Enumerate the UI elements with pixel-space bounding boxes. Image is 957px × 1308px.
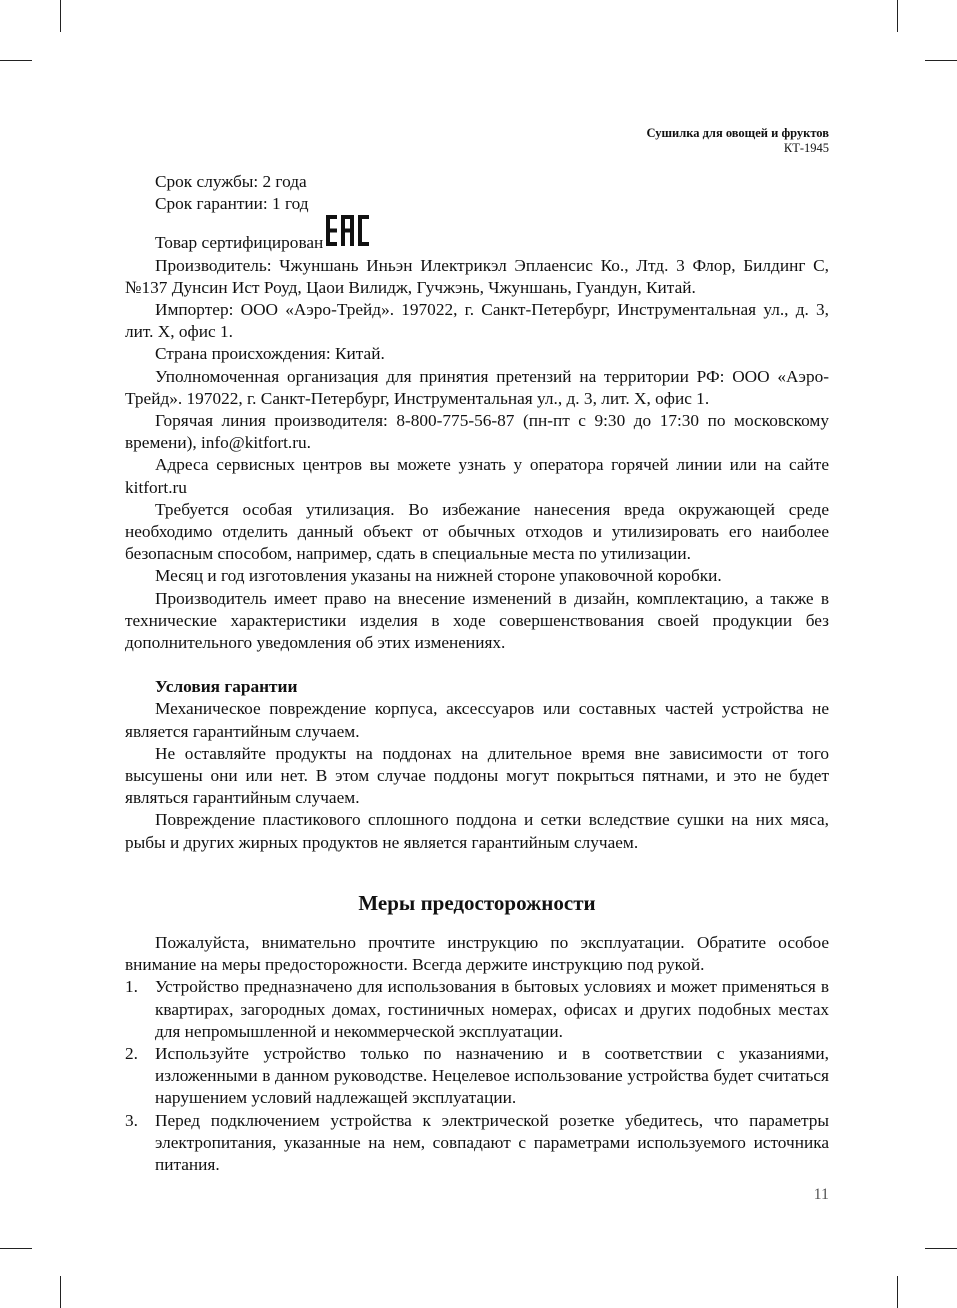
crop-mark: [60, 1276, 61, 1308]
page-number: 11: [813, 1186, 829, 1203]
warranty-heading: Условия гарантии: [155, 677, 298, 697]
warranty-paragraph: Механическое повреждение корпуса, аксессуаров или составных частей устройства не является гарантийным случаем.: [125, 699, 829, 741]
info-paragraph: Импортер: ООО «Аэро-Трейд». 197022, г. Санкт-Петербург, Инструментальная ул., д. 3, лит. Х, офис 1.: [125, 300, 829, 342]
warranty-period: Срок гарантии: 1 год: [155, 194, 309, 214]
list-item: [125, 976, 829, 1043]
precautions-list: [125, 976, 829, 1176]
info-paragraph: Производитель: Чжуншань Иньэн Илектрикэл Эплаенсис Ко., Лтд. 3 Флор, Билдинг С, №137 Дунсин Ист Роуд, Цаои Вилидж, Гучжэнь, Чжуншань, Гуандун, Китай.: [125, 255, 829, 297]
running-header: [646, 126, 829, 156]
list-item: [125, 1043, 829, 1110]
certification-line: [125, 215, 829, 254]
list-item: [125, 1110, 829, 1177]
info-paragraph: Месяц и год изготовления указаны на нижней стороне упаковочной коробки.: [155, 566, 722, 586]
header-title: Сушилка для овощей и фруктов: [646, 126, 829, 140]
info-paragraph: Горячая линия производителя: 8-800-775-56-87 (пн-пт с 9:30 до 17:30 по московскому времени), info@kitfort.ru.: [125, 411, 829, 453]
list-item-number: 3.: [125, 1110, 138, 1130]
certified-text: Товар сертифицирован: [155, 233, 324, 253]
list-item-text: Используйте устройство только по назначению и в соответствии с указаниями, изложенными в данном руководстве. Нецелевое использование устройства будет считаться нарушением условий надлежащей эксплуатации.: [155, 1043, 829, 1108]
service-life: Срок службы: 2 года: [155, 172, 307, 191]
list-item-number: 2.: [125, 1043, 138, 1063]
list-item-number: 1.: [125, 977, 138, 997]
crop-mark: [925, 1248, 957, 1249]
info-paragraph: Адреса сервисных центров вы можете узнать у оператора горячей линии или на сайте kitfort.ru: [125, 455, 829, 497]
crop-mark: [60, 0, 61, 32]
eac-mark-icon: [326, 215, 370, 252]
info-paragraph: Страна происхождения: Китай.: [155, 344, 385, 364]
header-model: КТ-1945: [783, 141, 829, 155]
crop-mark: [0, 1248, 32, 1249]
info-paragraph: Требуется особая утилизация. Во избежание нанесения вреда окружающей среде необходимо отделить данный объект от обычных отходов и утилизировать его наиболее безопасным способом, например, сдать в специальные места по утилизации.: [125, 499, 829, 564]
page-content: [125, 171, 829, 1176]
crop-mark: [0, 60, 32, 61]
list-item-text: Перед подключением устройства к электрической розетке убедитесь, что параметры электропитания, указанные на нем, совпадают с параметрами используемого источника питания.: [155, 1110, 829, 1174]
info-paragraph: Уполномоченная организация для принятия претензий на территории РФ: ООО «Аэро-Трейд». 197022, г. Санкт-Петербург, Инструментальная ул., д. 3, лит. Х, офис 1.: [125, 366, 829, 408]
warranty-paragraph: Повреждение пластикового сплошного поддона и сетки вследствие сушки на них мяса, рыбы и других жирных продуктов не является гарантийным случаем.: [125, 810, 829, 852]
info-paragraph: Производитель имеет право на внесение изменений в дизайн, комплектацию, а также в технические характеристики изделия в ходе совершенствования своей продукции без дополнительного уведомления об этих изменениях.: [125, 588, 829, 653]
precautions-title: Меры предосторожности: [358, 890, 596, 915]
warranty-paragraph: Не оставляйте продукты на поддонах на длительное время вне зависимости от того высушены они или нет. В этом случае поддоны могут покрыться пятнами, и это не будет являться гарантийным случаем.: [125, 743, 829, 808]
crop-mark: [897, 0, 898, 32]
crop-mark: [925, 60, 957, 61]
crop-mark: [897, 1276, 898, 1308]
precautions-intro: Пожалуйста, внимательно прочтите инструкцию по эксплуатации. Обратите особое внимание на меры предосторожности. Всегда держите инструкцию под рукой.: [125, 932, 829, 975]
list-item-text: Устройство предназначено для использования в бытовых условиях и может применяться в квартирах, загородных домах, гостиничных номерах, офисах и других подобных местах для непромышленной и некоммерческой эксплуатации.: [155, 977, 829, 1041]
